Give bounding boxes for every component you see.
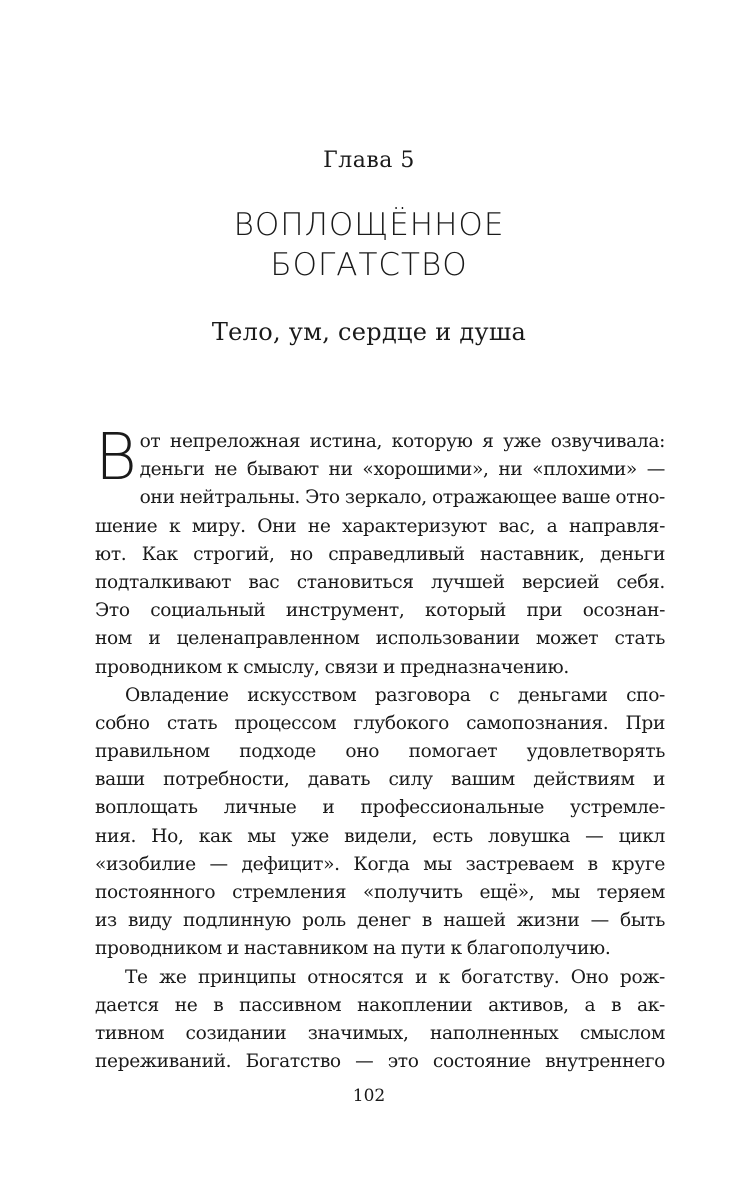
text-line: из виду подлинную роль денег в нашей жизни — быть	[95, 910, 665, 932]
chapter-subtitle: Тело, ум, сердце и душа	[211, 318, 527, 346]
text-line: они нейтральны. Это зеркало, отражающее ваше отно-	[139, 487, 665, 509]
text-line: шение к миру. Они не характеризуют вас, а направля-	[95, 515, 665, 537]
chapter-label: Глава 5	[323, 148, 415, 173]
chapter-title-line: БОГАТСТВО	[270, 247, 468, 283]
paragraph	[95, 682, 665, 964]
text-line: тивном созидании значимых, наполненных смыслом	[95, 1022, 665, 1044]
text-line: ют. Как строгий, но справедливый наставник, деньги	[95, 543, 665, 565]
text-line: Это социальный инструмент, который при осознан-	[95, 600, 665, 622]
text-line: проводником к смыслу, связи и предназначению.	[95, 656, 569, 678]
text-line: «изобилие — дефицит». Когда мы застреваем в круге	[95, 853, 665, 875]
text-line: Те же принципы относятся и к богатству. Оно рож-	[125, 966, 665, 988]
text-line: от непреложная истина, которую я уже озвучивала:	[139, 431, 665, 452]
chapter-title	[0, 205, 738, 285]
paragraph	[95, 964, 665, 1077]
drop-cap: В	[95, 421, 137, 495]
body-text	[95, 421, 665, 1076]
paragraph	[95, 421, 665, 682]
text-line: ния. Но, как мы уже видели, есть ловушка — цикл	[95, 825, 665, 847]
text-line: ваши потребности, давать силу вашим действиям и	[95, 769, 665, 791]
text-line: дается не в пассивном накоплении активов, а в ак-	[95, 994, 665, 1016]
text-line: подталкивают вас становиться лучшей версией себя.	[95, 571, 665, 593]
text-line: Овладение искусством разговора с деньгами спо-	[125, 684, 665, 706]
text-line: деньги не бывают ни «хорошими», ни «плохими» —	[139, 459, 665, 481]
chapter-title-line: ВОПЛОЩЁННОЕ	[233, 207, 505, 243]
text-line: постоянного стремления «получить ещё», мы теряем	[95, 882, 665, 903]
text-line: правильном подходе оно помогает удовлетворять	[95, 741, 665, 763]
text-line: переживаний. Богатство — это состояние внутреннего	[95, 1051, 665, 1073]
text-line: собно стать процессом глубокого самопознания. При	[95, 712, 665, 734]
text-line: воплощать личные и профессиональные устремле-	[95, 797, 665, 819]
text-line: ном и целенаправленном использовании может стать	[95, 628, 665, 650]
text-line: проводником и наставником на пути к благополучию.	[95, 938, 611, 960]
page-number: 102	[352, 1086, 386, 1106]
